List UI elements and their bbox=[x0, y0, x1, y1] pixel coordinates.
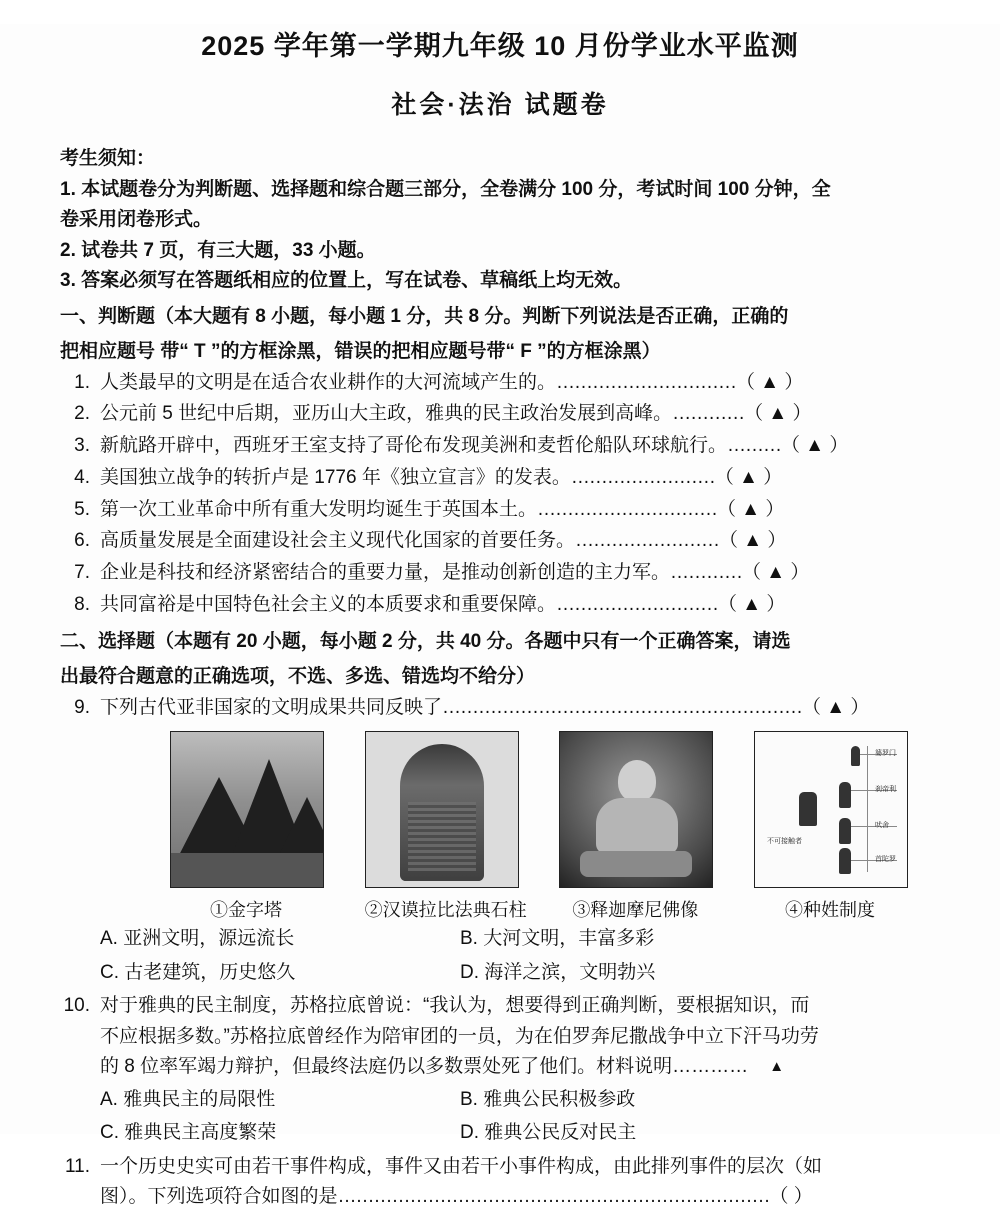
question-text bbox=[100, 431, 942, 462]
notice-line-3: 2. 试卷共 7 页，有三大题，33 小题。 bbox=[60, 239, 376, 261]
question-row bbox=[60, 463, 942, 494]
question-stem: 公元前 5 世纪中后期，亚历山大主政，雅典的民主政治发展到高峰。 bbox=[100, 403, 673, 425]
option-label: A. bbox=[100, 1089, 118, 1111]
figure-caste bbox=[754, 731, 906, 922]
question-line: 对于雅典的民主制度，苏格拉底曾说：“我认为，想要得到正确判断，要根据知识，而 bbox=[100, 994, 810, 1016]
leader-dots: ……………………… bbox=[556, 593, 719, 615]
notice-line-1: 1. 本试题卷分为判断题、选择题和综合题三部分，全卷满分 100 分，考试时间 100 分钟，全 bbox=[60, 179, 831, 200]
question-row bbox=[60, 431, 942, 462]
caste-label-1: 婆罗门 bbox=[874, 750, 896, 758]
answer-bracket[interactable]: （ ▲ ） bbox=[744, 403, 812, 425]
caste-label-side: 不可接触者 bbox=[766, 838, 802, 846]
question-9-figure-group bbox=[60, 723, 942, 922]
question-line: 一个历史史实可由若干事件构成，事件又由若干小事件构成，由此排列事件的层次（如 bbox=[100, 1155, 823, 1177]
option-label: D. bbox=[460, 1122, 479, 1144]
leader-dots: ……… bbox=[727, 435, 782, 457]
option-text: 雅典公民积极参政 bbox=[483, 1089, 636, 1111]
notice-line-4: 3. 答案必须写在答题纸相应的位置上，写在试卷、草稿纸上均无效。 bbox=[60, 270, 633, 292]
question-9-options-row-1 bbox=[60, 922, 942, 955]
question-row bbox=[60, 558, 942, 589]
figure-caption: ④种姓制度 bbox=[784, 900, 875, 921]
option-text: 雅典公民反对民主 bbox=[484, 1122, 637, 1144]
question-10-options-row-1 bbox=[60, 1083, 942, 1116]
answer-bracket[interactable]: （ ▲ ） bbox=[717, 498, 785, 520]
leader-dots: ………………………… bbox=[537, 498, 718, 520]
question-stem: 共同富裕是中国特色社会主义的本质要求和重要保障。 bbox=[100, 593, 557, 615]
answer-bracket[interactable]: （ ▲ ） bbox=[802, 696, 870, 718]
question-line-with-mark bbox=[60, 1052, 942, 1083]
answer-bracket[interactable]: （ ▲ ） bbox=[714, 466, 783, 488]
caste-diagram-icon bbox=[754, 731, 908, 888]
option-b[interactable] bbox=[460, 1083, 942, 1116]
option-d[interactable] bbox=[460, 956, 942, 989]
question-text bbox=[100, 693, 942, 724]
question-number: 5. bbox=[74, 498, 90, 520]
option-label: D. bbox=[460, 961, 479, 983]
question-number: 1. bbox=[74, 371, 90, 393]
option-label: C. bbox=[100, 1122, 119, 1144]
answer-mark[interactable]: ▲ bbox=[769, 1058, 785, 1076]
leader-dots: …………………… bbox=[570, 466, 715, 488]
question-number: 6. bbox=[74, 530, 90, 552]
question-row bbox=[60, 495, 942, 526]
question-line-with-answer bbox=[60, 1182, 942, 1213]
caste-label-4: 首陀罗 bbox=[874, 856, 896, 864]
question-number: 4. bbox=[74, 466, 90, 488]
question-line: 的 8 位率军竭力辩护，但最终法庭仍以多数票处死了他们。材料说明………… bbox=[100, 1056, 749, 1078]
option-c[interactable] bbox=[100, 956, 460, 989]
notice-heading: 考生须知： bbox=[60, 148, 156, 169]
option-text: 雅典民主的局限性 bbox=[123, 1089, 276, 1111]
question-text bbox=[100, 590, 942, 621]
section-1-heading-line-1: 一、判断题（本大题有 8 小题，每小题 1 分，共 8 分。判断下列说法是否正确，正确的 bbox=[60, 305, 789, 327]
caste-label-2: 刹帝利 bbox=[874, 786, 896, 794]
question-10-options-row-2 bbox=[60, 1116, 942, 1149]
page-subtitle: 社会·法治 试题卷 bbox=[391, 91, 609, 119]
option-text: 海洋之滨，文明勃兴 bbox=[484, 961, 656, 983]
question-text bbox=[100, 495, 942, 526]
question-stem: 下列古代亚非国家的文明成果共同反映了 bbox=[100, 696, 443, 718]
question-text bbox=[100, 368, 942, 399]
option-text: 雅典民主高度繁荣 bbox=[124, 1122, 277, 1144]
pyramid-icon bbox=[170, 731, 324, 888]
question-row bbox=[60, 399, 942, 430]
answer-bracket[interactable]: （ ▲ ） bbox=[718, 593, 786, 615]
buddha-icon bbox=[559, 731, 713, 888]
figure-caption: ①金字塔 bbox=[210, 900, 282, 921]
option-text: 亚洲文明，源远流长 bbox=[123, 928, 295, 950]
question-text bbox=[100, 558, 942, 589]
page-title: 2025 学年第一学期九年级 10 月份学业水平监测 bbox=[201, 31, 799, 61]
question-stem: 美国独立战争的转折卢是 1776 年《独立宣言》的发表。 bbox=[100, 466, 571, 488]
leader-dots: ………… bbox=[672, 403, 745, 425]
answer-bracket[interactable]: （ ▲ ） bbox=[742, 562, 810, 584]
figure-stele bbox=[364, 731, 527, 922]
option-label: A. bbox=[100, 928, 118, 950]
question-10-block bbox=[60, 991, 942, 1083]
question-number: 10. bbox=[63, 994, 90, 1016]
leader-dots: …………………………………………………… bbox=[442, 696, 803, 718]
answer-bracket[interactable]: （ ▲ ） bbox=[781, 435, 849, 457]
question-text bbox=[100, 463, 942, 494]
figure-pyramid bbox=[170, 731, 322, 922]
stele-icon bbox=[365, 731, 519, 888]
option-c[interactable] bbox=[100, 1116, 460, 1149]
question-stem: 人类最早的文明是在适合农业耕作的大河流域产生的。 bbox=[100, 371, 557, 393]
figure-buddha bbox=[559, 731, 711, 922]
figure-caption: ②汉谟拉比法典石柱 bbox=[364, 900, 527, 921]
section-2-heading-line-2: 出最符合题意的正确选项，不选、多选、错选均不给分） bbox=[60, 666, 536, 688]
option-b[interactable] bbox=[460, 922, 942, 955]
question-stem: 高质量发展是全面建设社会主义现代化国家的首要任务。 bbox=[100, 530, 576, 552]
option-label: B. bbox=[460, 928, 478, 950]
question-11-block bbox=[60, 1152, 942, 1213]
answer-bracket[interactable]: （ ▲ ） bbox=[719, 530, 787, 552]
leader-dots: ………… bbox=[670, 562, 743, 584]
option-a[interactable] bbox=[100, 922, 460, 955]
caste-label-3: 吠舍 bbox=[874, 822, 889, 830]
question-text bbox=[100, 526, 942, 557]
question-number: 9. bbox=[74, 696, 90, 718]
question-stem: 企业是科技和经济紧密结合的重要力量，是推动创新创造的主力军。 bbox=[100, 562, 671, 584]
section-2-heading-line-1: 二、选择题（本题有 20 小题，每小题 2 分，共 40 分。各题中只有一个正确答案，请选 bbox=[60, 630, 791, 652]
question-line: 图）。下列选项符合如图的是 bbox=[100, 1186, 338, 1208]
option-a[interactable] bbox=[100, 1083, 460, 1116]
question-row bbox=[60, 590, 942, 621]
section-1-heading-line-2: 把相应题号 带“ T ”的方框涂黑，错误的把相应题号带“ F ”的方框涂黑） bbox=[60, 341, 661, 363]
option-text: 古老建筑，历史悠久 bbox=[124, 961, 296, 983]
question-stem: 第一次工业革命中所有重大发明均诞生于英国本土。 bbox=[100, 498, 538, 520]
option-text: 大河文明，丰富多彩 bbox=[483, 928, 655, 950]
leader-dots: ……………………………………………………………… bbox=[337, 1186, 770, 1208]
question-9-options-row-2 bbox=[60, 956, 942, 989]
question-text bbox=[100, 399, 942, 430]
question-stem: 新航路开辟中，西班牙王室支持了哥伦布发现美洲和麦哲伦船队环球航行。 bbox=[100, 435, 728, 457]
option-label: C. bbox=[100, 961, 119, 983]
question-number: 3. bbox=[74, 435, 90, 457]
question-row bbox=[60, 526, 942, 557]
answer-bracket[interactable]: （ ） bbox=[769, 1186, 813, 1208]
leader-dots: …………………… bbox=[575, 530, 720, 552]
option-label: B. bbox=[460, 1089, 478, 1111]
figure-caption: ③释迦摩尼佛像 bbox=[572, 900, 699, 921]
option-d[interactable] bbox=[460, 1116, 942, 1149]
question-line: 不应根据多数。”苏格拉底曾经作为陪审团的一员，为在伯罗奔尼撒战争中立下汗马功劳 bbox=[100, 1025, 819, 1047]
exam-paper-page bbox=[0, 24, 1000, 1208]
leader-dots: ………………………… bbox=[556, 371, 737, 393]
question-number: 2. bbox=[74, 403, 90, 425]
question-number: 11. bbox=[64, 1155, 90, 1177]
question-9-row bbox=[60, 693, 942, 724]
paper-body bbox=[0, 143, 1000, 1213]
notice-line-2: 卷采用闭卷形式。 bbox=[60, 209, 213, 231]
answer-bracket[interactable]: （ ▲ ） bbox=[736, 371, 804, 393]
question-row bbox=[60, 368, 942, 399]
question-number: 8. bbox=[74, 593, 90, 615]
question-number: 7. bbox=[74, 562, 90, 584]
